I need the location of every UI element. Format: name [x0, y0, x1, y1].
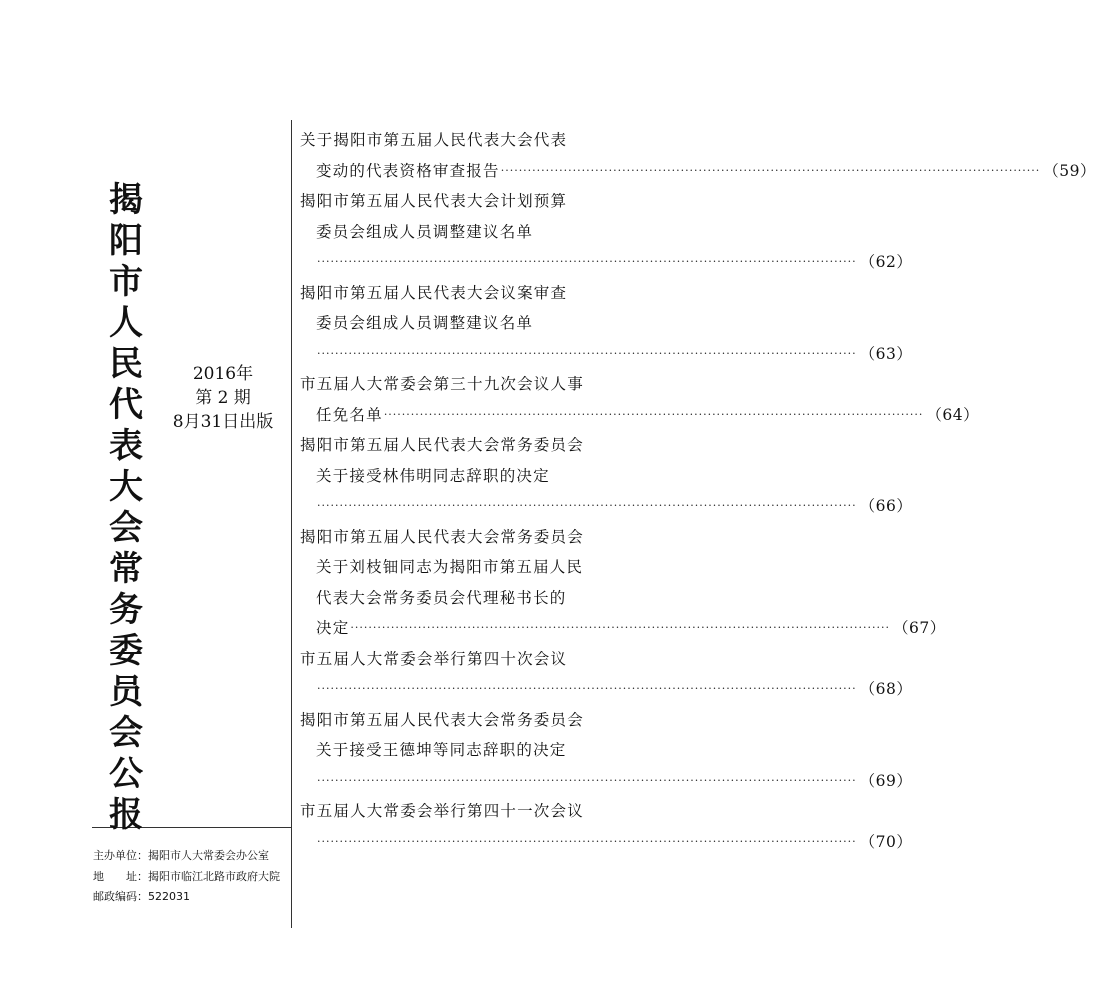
address-value: 揭阳市临江北路市政府大院 [148, 869, 280, 883]
toc-page-number: （63） [859, 344, 913, 363]
toc-line-text: 任免名单 [316, 405, 383, 424]
toc-page-number: （66） [859, 497, 913, 515]
toc-entry[interactable] [300, 430, 913, 522]
toc-entry-line [300, 735, 610, 766]
toc-line-text: 关于刘枝钿同志为揭阳市第五届人民 [316, 558, 584, 576]
journal-title: 揭阳市人民代表大会常务委员会公报 [109, 180, 143, 835]
toc-page-number: （59） [1043, 161, 1096, 180]
postcode-label: 邮政编码： [93, 890, 148, 903]
toc-entry-title [300, 644, 610, 675]
toc-leader-dots: ························································································································ [500, 163, 1041, 177]
toc-entry-line [300, 613, 946, 644]
toc-entry[interactable] [300, 644, 913, 705]
toc-line-text: 市五届人大常委会第三十九次会议人事 [300, 375, 584, 393]
toc-line-text: 揭阳市第五届人民代表大会计划预算 [300, 192, 568, 210]
toc-page-number: （68） [859, 680, 913, 698]
toc-entry-line [300, 674, 913, 705]
toc-entry[interactable] [300, 186, 913, 278]
toc-line-text: 变动的代表资格审查报告 [316, 161, 500, 180]
toc-entry[interactable] [300, 796, 913, 857]
toc-entry-line [300, 766, 913, 797]
vertical-divider [291, 120, 292, 928]
sponsor-label: 主办单位： [93, 849, 148, 862]
toc-entry-line [300, 217, 610, 248]
toc-line-text: 委员会组成人员调整建议名单 [316, 222, 534, 241]
toc-page-number: （64） [926, 405, 980, 424]
address-label: 地 址： [93, 869, 148, 883]
toc-line-text: 决定 [316, 619, 350, 637]
toc-page-number: （67） [893, 619, 946, 637]
issue-info [158, 362, 288, 434]
toc-leader-dots: ························································································································ [317, 499, 857, 512]
issue-year: 2016年 [192, 364, 254, 384]
toc-line-text: 揭阳市第五届人民代表大会议案审查 [300, 283, 568, 302]
issue-number: 第 2 期 [195, 388, 251, 408]
toc-line-text: 关于接受林伟明同志辞职的决定 [316, 466, 550, 485]
toc-entry-line [300, 247, 913, 278]
toc-page-number: （62） [859, 253, 913, 271]
toc-line-text: 揭阳市第五届人民代表大会常务委员会 [300, 527, 584, 546]
toc-entry[interactable] [300, 522, 946, 644]
toc-leader-dots: ························································································································ [317, 773, 857, 787]
toc-line-text: 关于接受王德坤等同志辞职的决定 [316, 741, 567, 759]
toc-entry-line [300, 583, 610, 614]
toc-entry-title [300, 125, 610, 156]
toc-leader-dots: ························································································································ [317, 346, 857, 360]
toc-page-number: （69） [859, 771, 913, 790]
toc-entry-title [300, 186, 610, 217]
toc-entry-line [300, 156, 1096, 187]
toc-entry-title [300, 796, 610, 827]
toc-entry[interactable] [300, 705, 913, 797]
sponsor-value: 揭阳市人大常委会办公室 [148, 849, 269, 862]
toc-entry-line [300, 461, 610, 492]
toc-line-text: 揭阳市第五届人民代表大会常务委员会 [300, 436, 584, 454]
toc-entry-line [300, 491, 913, 522]
toc-entry[interactable] [300, 278, 913, 370]
toc-entry-line [300, 339, 913, 370]
toc-leader-dots: ························································································································ [383, 407, 924, 421]
toc-line-text: 关于揭阳市第五届人民代表大会代表 [300, 131, 568, 149]
toc-entry-line [300, 308, 610, 339]
address-row [93, 867, 293, 888]
toc-leader-dots: ························································································································ [317, 834, 857, 848]
sponsor-row [93, 846, 293, 867]
toc-entry-line [300, 827, 913, 858]
toc-entry[interactable] [300, 369, 980, 430]
toc-entry-line [300, 400, 980, 431]
toc-leader-dots: ························································································································ [317, 682, 857, 695]
toc-entry-title [300, 278, 610, 309]
publisher-info [93, 846, 293, 908]
toc-leader-dots: ························································································································ [350, 621, 890, 634]
toc-line-text: 市五届人大常委会举行第四十一次会议 [300, 802, 584, 820]
toc-entry-title [300, 430, 610, 461]
toc-entry-title [300, 705, 610, 736]
toc-entry-line [300, 552, 610, 583]
toc-entry-title [300, 522, 610, 553]
postcode-row [93, 887, 293, 908]
toc-entry[interactable] [300, 125, 1096, 186]
toc-entry-title [300, 369, 610, 400]
postcode-value: 522031 [148, 890, 190, 903]
toc-line-text: 代表大会常务委员会代理秘书长的 [316, 588, 567, 607]
issue-date: 8月31日出版 [172, 412, 274, 432]
toc-line-text: 市五届人大常委会举行第四十次会议 [300, 649, 568, 668]
toc-leader-dots: ························································································································ [317, 255, 857, 268]
toc-page-number: （70） [859, 832, 913, 851]
table-of-contents [300, 125, 1096, 857]
toc-line-text: 委员会组成人员调整建议名单 [316, 314, 534, 332]
toc-line-text: 揭阳市第五届人民代表大会常务委员会 [300, 710, 584, 729]
